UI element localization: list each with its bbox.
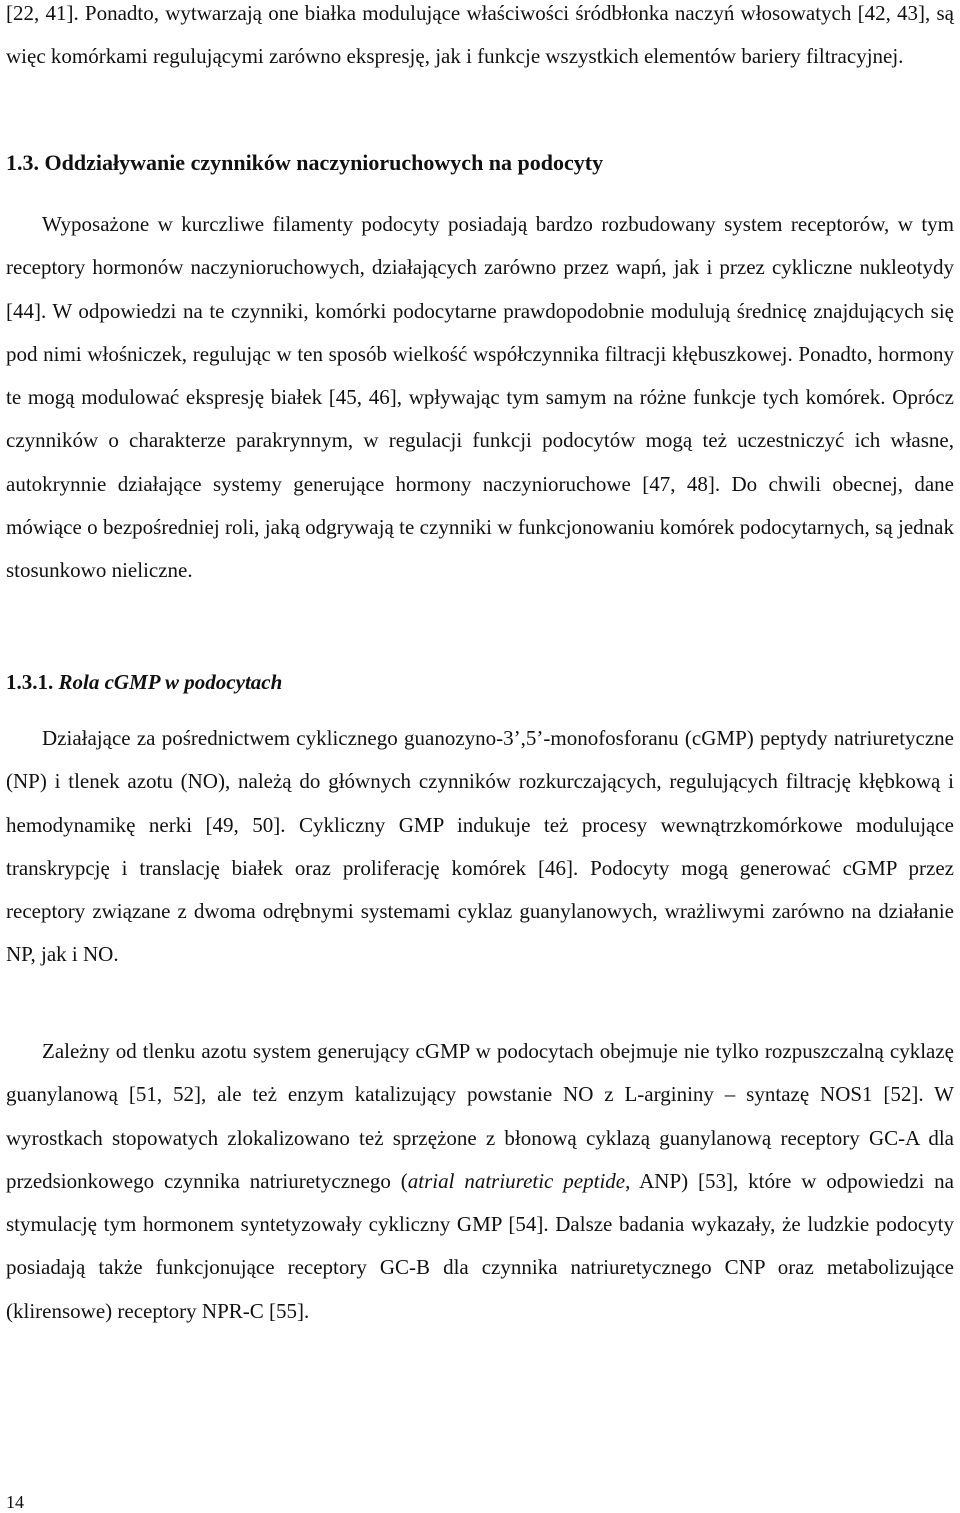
section-number: 1.3.	[6, 150, 39, 175]
section-heading-1-3-1	[6, 670, 282, 695]
paragraph-text-part: Zależny od tlenku azotu system generujący cGMP w podocytach obejmuje nie tylko rozpuszczalną cyklazę guanylanową [51, 52], ale też enzym katalizujący powstanie NO z L-argininy – syntazę NOS1 [52]. W wyrostkach stopowatych zlokalizowano też sprzężone z błonową cyklazą guanylanową receptory GC-A dla przedsionkowego czynnika natriuretycznego (	[6, 1039, 954, 1193]
section-title: Oddziaływanie czynników naczynioruchowych na podocyty	[44, 150, 604, 175]
paragraph-1-3: Wyposażone w kurczliwe filamenty podocyty posiadają bardzo rozbudowany system receptorów, w tym receptory hormonów naczynioruchowych, działających zarówno przez wapń, jak i przez cykliczne nukleotydy [44]. W odpowiedzi na te czynniki, komórki podocytarne prawdopodobnie modulują średnicę znajdujących się pod nimi włośniczek, regulując w ten sposób wielkość współczynnika filtracji kłębuszkowej. Ponadto, hormony te mogą modulować ekspresję białek [45, 46], wpływając tym samym na różne funkcje tych komórek. Oprócz czynników o charakterze parakrynnym, w regulacji funkcji podocytów mogą też uczestniczyć ich własne, autokrynnie działające systemy generujące hormony naczynioruchowe [47, 48]. Do chwili obecnej, dane mówiące o bezpośredniej roli, jaką odgrywają te czynniki w funkcjonowaniu komórek podocytarnych, są jednak stosunkowo nieliczne.	[6, 212, 954, 583]
subsection-number: 1.3.1.	[6, 670, 54, 694]
paragraph-1-3-1-b	[6, 1030, 954, 1333]
paragraph-italic-term: atrial natriuretic peptide	[407, 1168, 626, 1193]
paragraph-text-part: , ANP) [53], które w odpowiedzi na stymulację tym hormonem syntetyzowały cykliczny GMP [54]. Dalsze badania wykazały, że ludzkie podocyty posiadają także funkcjonujące receptory GC-B dla czynnika natriuretycznego CNP oraz metabolizujące (klirensowe) receptory NPR-C [55].	[6, 1168, 955, 1323]
paragraph-1-3-1-a: Działające za pośrednictwem cyklicznego guanozyno-3’,5’-monofosforanu (cGMP) peptydy natriuretyczne (NP) i tlenek azotu (NO), należą do głównych czynników rozkurczających, regulujących filtrację kłębkową i hemodynamikę nerki [49, 50]. Cykliczny GMP indukuje też procesy wewnątrzkomórkowe modulujące transkrypcję i translację białek oraz proliferację komórek [46]. Podocyty mogą generować cGMP przez receptory związane z dwoma odrębnymi systemami cyklaz guanylanowych, wrażliwymi zarówno na działanie NP, jak i NO.	[6, 726, 954, 967]
subsection-title: Rola cGMP w podocytach	[58, 670, 283, 694]
paragraph-intro: [22, 41]. Ponadto, wytwarzają one białka modulujące właściwości śródbłonka naczyń włosowatych [42, 43], są więc komórkami regulującymi zarówno ekspresję, jak i funkcje wszystkich elementów bariery filtracyjnej.	[6, 1, 954, 69]
section-heading-1-3	[6, 150, 603, 176]
page-number: 14	[6, 1492, 24, 1512]
